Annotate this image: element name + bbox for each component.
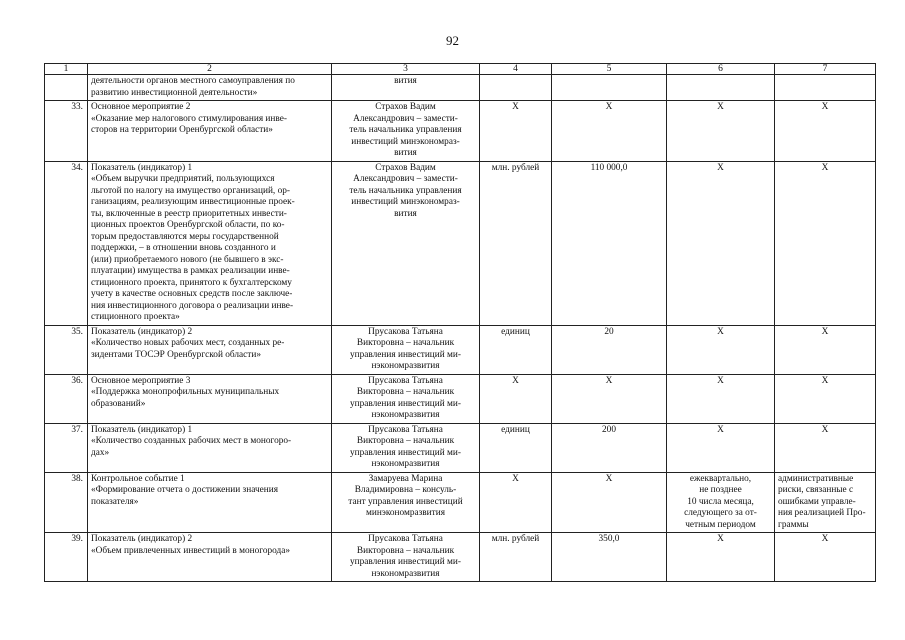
target-value-cell [552, 75, 667, 101]
measure-name-cell: Показатель (индикатор) 2 «Объем привлеченных инвестиций в моногорода» [88, 533, 332, 582]
row-number-cell: 35. [45, 325, 88, 374]
deadline-cell: Х [667, 161, 775, 325]
deadline-cell [667, 75, 775, 101]
target-value-cell: 20 [552, 325, 667, 374]
row-number-cell: 37. [45, 423, 88, 472]
row-number-cell: 33. [45, 101, 88, 162]
deadline-cell: Х [667, 374, 775, 423]
risk-description-cell [775, 75, 876, 101]
program-table [44, 63, 876, 582]
target-value-cell: Х [552, 472, 667, 533]
unit-of-measure-cell: Х [480, 374, 552, 423]
measure-name-cell: деятельности органов местного самоуправления по развитию инвестиционной деятельности» [88, 75, 332, 101]
row-number-cell: 36. [45, 374, 88, 423]
deadline-cell: Х [667, 533, 775, 582]
unit-of-measure-cell: млн. рублей [480, 161, 552, 325]
deadline-cell: Х [667, 423, 775, 472]
risk-description-cell: Х [775, 533, 876, 582]
responsible-person-cell: Прусакова Татьяна Викторовна – начальник управления инвестиций ми- нэкономразвития [332, 423, 480, 472]
measure-name-cell: Показатель (индикатор) 2 «Количество новых рабочих мест, созданных ре- зидентами ТОСЭР Оренбургской области» [88, 325, 332, 374]
target-value-cell: Х [552, 101, 667, 162]
unit-of-measure-cell: млн. рублей [480, 533, 552, 582]
measure-name-cell: Показатель (индикатор) 1 «Количество созданных рабочих мест в моногоро- дах» [88, 423, 332, 472]
row-number-cell [45, 75, 88, 101]
table-row [45, 423, 876, 472]
responsible-person-cell: вития [332, 75, 480, 101]
column-header: 3 [332, 64, 480, 75]
risk-description-cell: Х [775, 101, 876, 162]
unit-of-measure-cell: единиц [480, 423, 552, 472]
deadline-cell: Х [667, 325, 775, 374]
page-number: 92 [446, 33, 459, 48]
deadline-cell: ежеквартально, не позднее 10 числа месяца, следующего за от- четным периодом [667, 472, 775, 533]
row-number-cell: 34. [45, 161, 88, 325]
risk-description-cell: Х [775, 161, 876, 325]
responsible-person-cell: Прусакова Татьяна Викторовна – начальник управления инвестиций ми- нэкономразвития [332, 325, 480, 374]
row-number-cell: 38. [45, 472, 88, 533]
unit-of-measure-cell: Х [480, 472, 552, 533]
column-header: 6 [667, 64, 775, 75]
table-row [45, 75, 876, 101]
unit-of-measure-cell: единиц [480, 325, 552, 374]
row-number-cell: 39. [45, 533, 88, 582]
risk-description-cell: Х [775, 423, 876, 472]
responsible-person-cell: Страхов Вадим Александрович – замести- тель начальника управления инвестиций минэкономраз- вития [332, 101, 480, 162]
column-header: 7 [775, 64, 876, 75]
header-row [45, 64, 876, 75]
responsible-person-cell: Замаруева Марина Владимировна – консуль- тант управления инвестиций минэкономразвития [332, 472, 480, 533]
responsible-person-cell: Прусакова Татьяна Викторовна – начальник управления инвестиций ми- нэкономразвития [332, 533, 480, 582]
measure-name-cell: Контрольное событие 1 «Формирование отчета о достижении значения показателя» [88, 472, 332, 533]
table-row [45, 374, 876, 423]
table-row [45, 101, 876, 162]
unit-of-measure-cell: Х [480, 101, 552, 162]
target-value-cell: Х [552, 374, 667, 423]
risk-description-cell: административные риски, связанные с ошибками управле- ния реализацией Про- граммы [775, 472, 876, 533]
target-value-cell: 200 [552, 423, 667, 472]
target-value-cell: 110 000,0 [552, 161, 667, 325]
column-header: 2 [88, 64, 332, 75]
table-row [45, 325, 876, 374]
risk-description-cell: Х [775, 374, 876, 423]
table-row [45, 533, 876, 582]
responsible-person-cell: Прусакова Татьяна Викторовна – начальник управления инвестиций ми- нэкономразвития [332, 374, 480, 423]
responsible-person-cell: Страхов Вадим Александрович – замести- тель начальника управления инвестиций минэкономраз- вития [332, 161, 480, 325]
column-header: 4 [480, 64, 552, 75]
measure-name-cell: Основное мероприятие 2 «Оказание мер налогового стимулирования инве- сторов на территории Оренбургской области» [88, 101, 332, 162]
table-row [45, 161, 876, 325]
unit-of-measure-cell [480, 75, 552, 101]
table-row [45, 472, 876, 533]
deadline-cell: Х [667, 101, 775, 162]
measure-name-cell: Основное мероприятие 3 «Поддержка монопрофильных муниципальных образований» [88, 374, 332, 423]
target-value-cell: 350,0 [552, 533, 667, 582]
column-header: 5 [552, 64, 667, 75]
risk-description-cell: Х [775, 325, 876, 374]
measure-name-cell: Показатель (индикатор) 1 «Объем выручки предприятий, пользующихся льготой по налогу на имущество организаций, ор- ганизациям, реализующим инвестиционные проек- ты, включенные в реестр приоритетных инвести- ционных проектов Оренбургской области, по ко- торым предоставляются меры государственной поддержки, – в отношении вновь созданного и (или) приобретаемого нового (не бывшего в экс- плуатации) имущества в рамках реализации инве- стиционного проекта, принятого к бухгалтерскому учету в качестве основных средств после заключе- ния инвестиционного договора о реализации инве- стиционного проекта» [88, 161, 332, 325]
column-header: 1 [45, 64, 88, 75]
